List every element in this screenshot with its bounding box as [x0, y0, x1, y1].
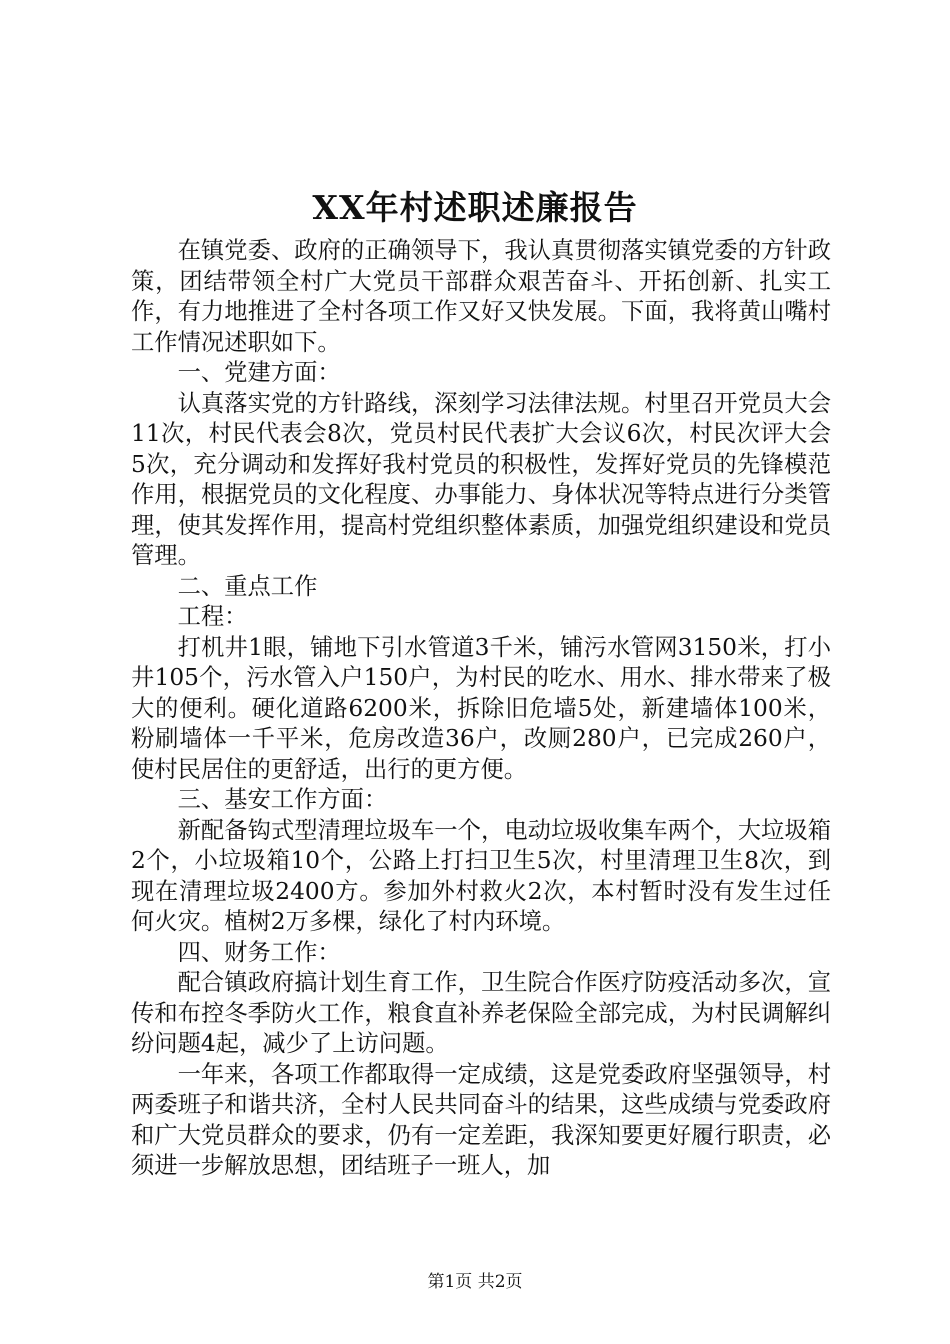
paragraph-party-building: 认真落实党的方针路线，深刻学习法律法规。村里召开党员大会11次，村民代表会8次，党员村民代表扩大会议6次，村民次评大会5次，充分调动和发挥好我村党员的积极性，发挥好党员的先锋模范作用，根据党员的文化程度、办事能力、身体状况等特点进行分类管理，使其发挥作用，提高村党组织整体素质，加强党组织建设和党员管理。	[131, 389, 831, 569]
paragraph-intro: 在镇党委、政府的正确领导下，我认真贯彻落实镇党委的方针政策，团结带领全村广大党员干部群众艰苦奋斗、开拓创新、扎实工作，有力地推进了全村各项工作又好又快发展。下面，我将黄山嘴村工作情况述职如下。	[131, 237, 831, 356]
subheading-engineering: 工程：	[177, 603, 248, 630]
paragraph-summary: 一年来，各项工作都取得一定成绩，这是党委政府坚强领导，村两委班子和谐共济，全村人民共同奋斗的结果，这些成绩与党委政府和广大党员群众的要求，仍有一定差距，我深知要更好履行职责，必须进一步解放思想，团结班子一班人，加	[131, 1060, 831, 1179]
section-heading-party-building: 一、党建方面：	[177, 359, 341, 386]
section-heading-security-work: 三、基安工作方面：	[177, 786, 388, 813]
section-heading-finance-work: 四、财务工作：	[177, 938, 341, 966]
document-body	[131, 236, 831, 1182]
paragraph-security-work: 新配备钩式型清理垃圾车一个，电动垃圾收集车两个，大垃圾箱2个，小垃圾箱10个，公路上打扫卫生5次，村里清理卫生8次，到现在清理垃圾2400方。参加外村救火2次，本村暂时没有发生过任何火灾。植树2万多棵，绿化了村内环境。	[131, 816, 831, 935]
document-title: XX年村述职述廉报告	[312, 188, 638, 227]
paragraph-finance-work: 配合镇政府搞计划生育工作，卫生院合作医疗防疫活动多次，宣传和布控冬季防火工作，粮食直补养老保险全部完成，为村民调解纠纷问题4起，减少了上访问题。	[131, 969, 831, 1057]
section-heading-key-work: 二、重点工作	[177, 572, 318, 600]
page-number-footer: 第1页 共2页	[427, 1272, 523, 1292]
paragraph-engineering: 打机井1眼，铺地下引水管道3千米，铺污水管网3150米，打小井105个，污水管入户150户，为村民的吃水、用水、排水带来了极大的便利。硬化道路6200米，拆除旧危墙5处，新建墙体100米，粉刷墙体一千平米，危房改造36户，改厕280户，已完成260户，使村民居住的更舒适，出行的更方便。	[131, 633, 831, 783]
